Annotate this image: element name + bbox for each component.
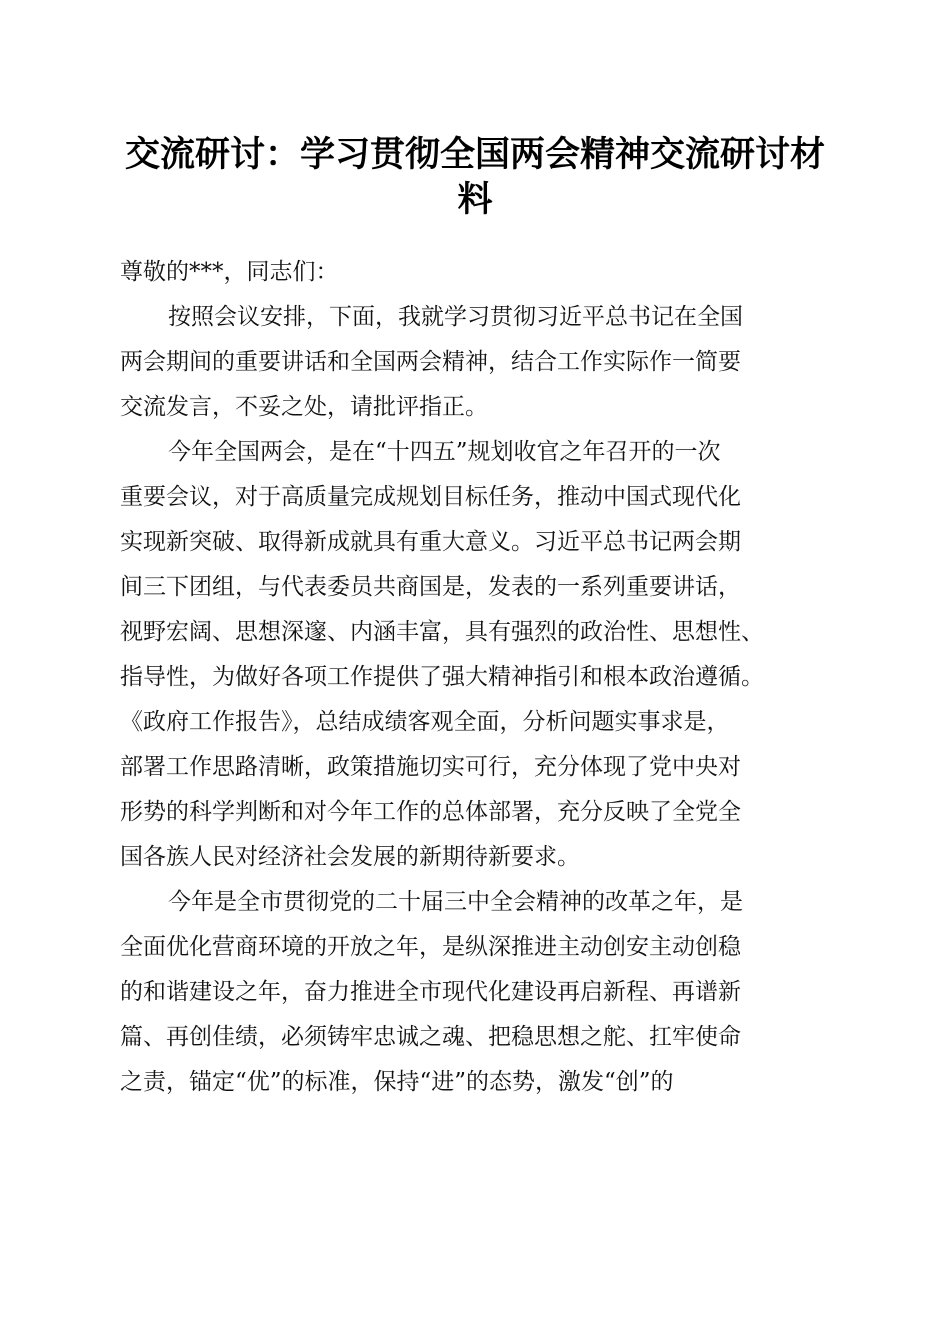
salutation: 尊敬的***，同志们： — [120, 259, 339, 285]
paragraph-line: 部署工作思路清晰，政策措施切实可行，充分体现了党中央对 — [120, 754, 741, 780]
paragraph-1 — [120, 295, 830, 430]
title-line-2: 料 — [457, 179, 493, 220]
paragraph-line: 两会期间的重要讲话和全国两会精神，结合工作实际作一简要 — [120, 349, 741, 375]
paragraph-line: 形势的科学判断和对今年工作的总体部署，充分反映了全党全 — [120, 799, 741, 825]
title-line-1: 交流研讨：学习贯彻全国两会精神交流研讨材 — [124, 134, 825, 175]
paragraph-line: 实现新突破、取得新成就具有重大意义。习近平总书记两会期 — [120, 529, 741, 555]
paragraph-line: 《政府工作报告》，总结成绩客观全面，分析问题实事求是， — [120, 709, 730, 735]
paragraph-line: 交流发言，不妥之处，请批评指正。 — [120, 394, 488, 420]
paragraph-line: 全面优化营商环境的开放之年，是纵深推进主动创安主动创稳 — [120, 934, 741, 960]
paragraph-line: 篇、再创佳绩，必须铸牢忠诚之魂、把稳思想之舵、扛牢使命 — [120, 1024, 741, 1050]
paragraph-3 — [120, 880, 830, 1105]
paragraph-line: 指导性，为做好各项工作提供了强大精神指引和根本政治遵循。 — [120, 664, 764, 690]
paragraph-line: 之责，锚定“优”的标准，保持“进”的态势，激发“创”的 — [120, 1069, 674, 1095]
paragraph-line: 间三下团组，与代表委员共商国是，发表的一系列重要讲话， — [120, 574, 741, 600]
paragraph-line: 按照会议安排，下面，我就学习贯彻习近平总书记在全国 — [168, 304, 743, 330]
paragraph-2 — [120, 430, 830, 880]
document-title — [110, 132, 840, 222]
paragraph-line: 今年是全市贯彻党的二十届三中全会精神的改革之年，是 — [168, 889, 743, 915]
paragraph-line: 的和谐建设之年，奋力推进全市现代化建设再启新程、再谱新 — [120, 979, 741, 1005]
paragraph-line: 重要会议，对于高质量完成规划目标任务，推动中国式现代化 — [120, 484, 741, 510]
paragraph-line: 国各族人民对经济社会发展的新期待新要求。 — [120, 844, 580, 870]
paragraph-line: 视野宏阔、思想深邃、内涵丰富，具有强烈的政治性、思想性、 — [120, 619, 764, 645]
document-body — [120, 250, 830, 1105]
paragraph-line: 今年全国两会，是在“十四五”规划收官之年召开的一次 — [168, 439, 721, 465]
